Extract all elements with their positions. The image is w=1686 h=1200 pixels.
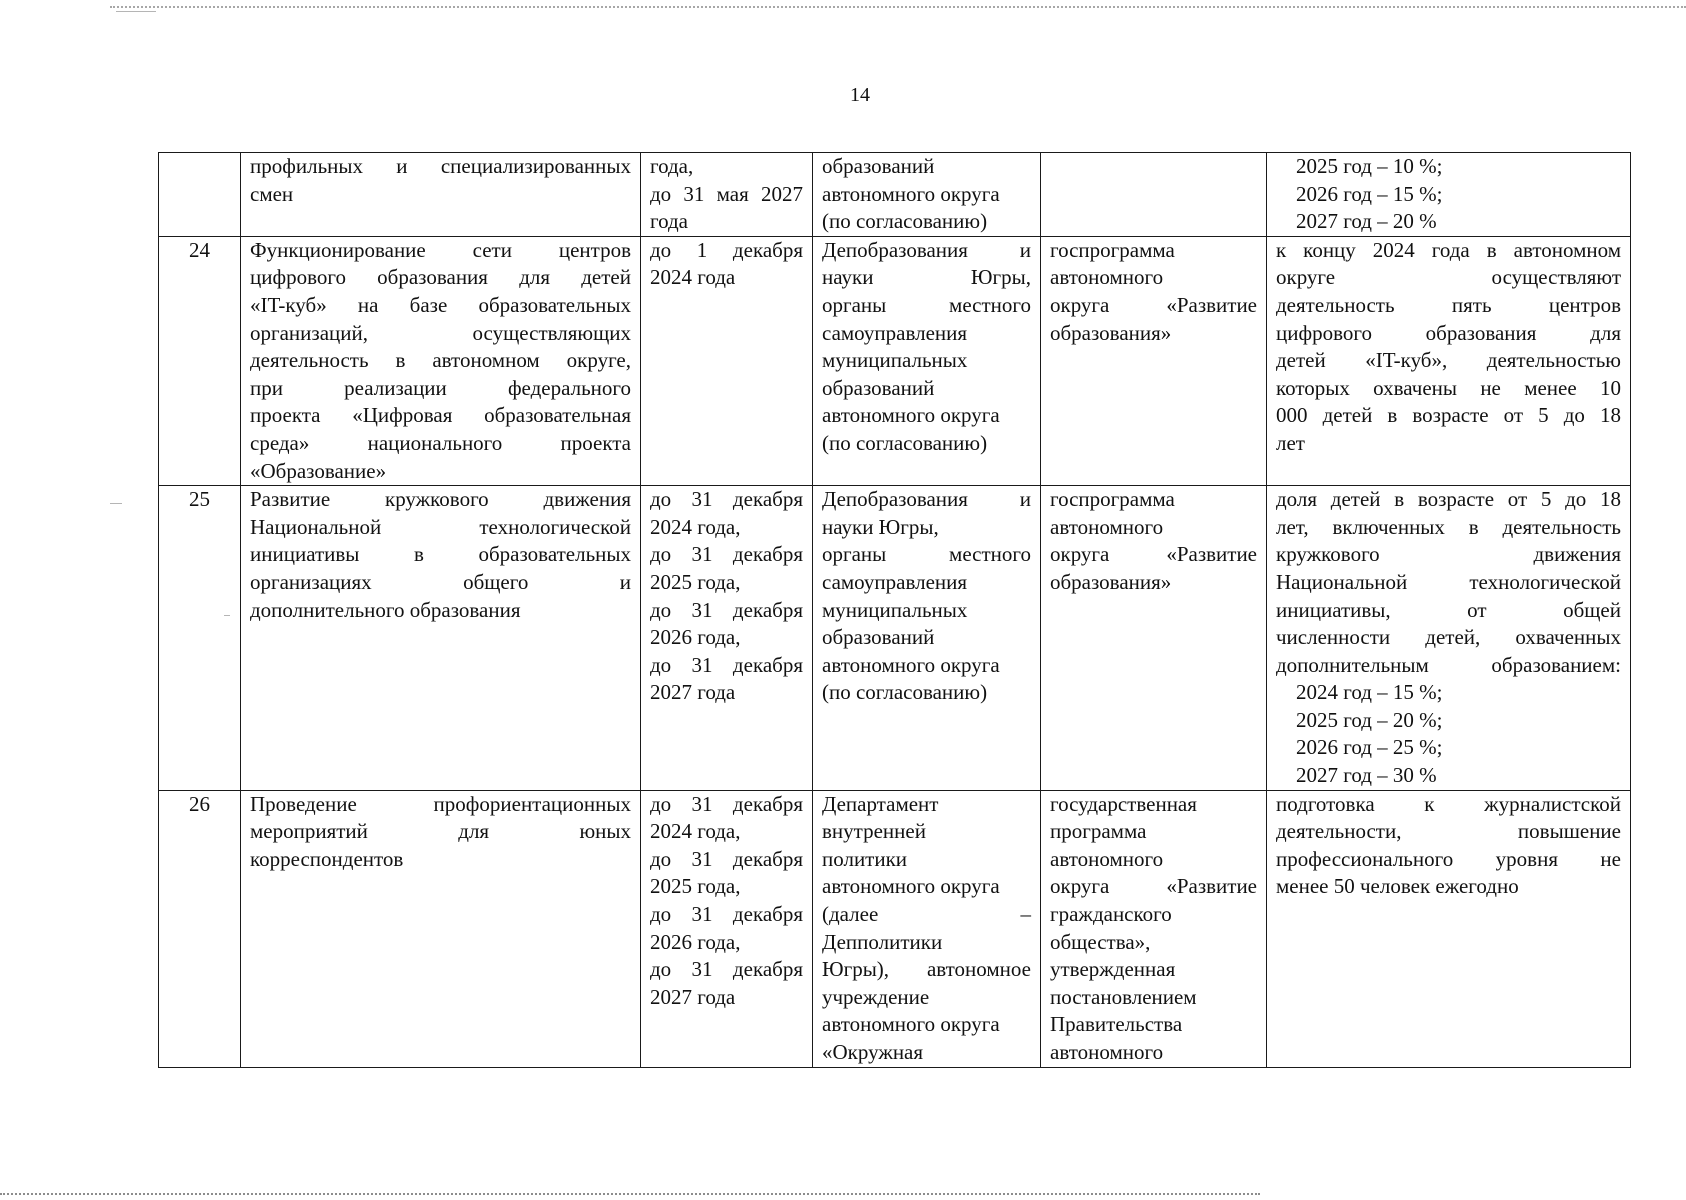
cell-line: округе осуществляют — [1276, 265, 1621, 290]
cell-line: 000 детей в возрасте от 5 до 18 — [1276, 403, 1621, 428]
result-cell — [1267, 790, 1631, 1067]
cell-line: 2027 год – 30 % — [1296, 763, 1437, 788]
cell-line: округа «Развитие — [1050, 292, 1257, 317]
table-row — [159, 153, 1631, 237]
scan-artifact-bottom — [0, 1193, 1260, 1195]
cell-line: Правительства — [1050, 1012, 1183, 1037]
cell-line: до 31 декабря — [650, 791, 803, 816]
cell-line: автономного округа — [822, 652, 1000, 677]
cell-line: профильных и специализированных — [250, 154, 631, 178]
result-cell — [1267, 153, 1631, 237]
cell-line: муниципальных — [822, 597, 968, 622]
cell-line: госпрограмма — [1050, 237, 1175, 262]
cell-line: муниципальных — [822, 348, 968, 373]
cell-line: «Окружная — [822, 1040, 924, 1064]
source-cell — [1041, 486, 1267, 791]
cell-line: 2026 года, — [650, 625, 741, 650]
scan-artifact-top — [110, 6, 1686, 8]
cell-line: к концу 2024 года в автономном — [1276, 237, 1621, 262]
cell-line: организациях общего и — [250, 569, 631, 594]
cell-line: деятельности, повышение — [1276, 819, 1621, 844]
cell-line: инициативы в образовательных — [250, 542, 631, 567]
cell-line: деятельность пять центров — [1276, 292, 1621, 317]
cell-line: органы местного — [822, 292, 1031, 317]
cell-line: (по согласованию) — [822, 680, 988, 705]
responsible-cell — [813, 486, 1041, 791]
cell-line: «Образование» — [250, 458, 387, 483]
cell-line: общества», — [1050, 929, 1151, 954]
cell-line: дополнительным образованием: — [1276, 652, 1621, 677]
cell-line: до 31 декабря — [650, 652, 803, 677]
cell-line: Югры), автономное — [822, 957, 1031, 982]
cell-line: проекта «Цифровая образовательная — [250, 403, 631, 428]
responsible-cell — [813, 790, 1041, 1067]
scan-speck — [116, 11, 156, 12]
row-number-cell: 26 — [159, 790, 241, 1067]
cell-line: (по согласованию) — [822, 209, 988, 234]
cell-line: до 31 декабря — [650, 542, 803, 567]
row-number-cell — [159, 153, 241, 237]
activity-cell — [241, 153, 641, 237]
cell-line: образований — [822, 625, 935, 650]
cell-line: (по согласованию) — [822, 430, 988, 455]
cell-line: численности детей, охваченных — [1276, 625, 1621, 650]
cell-line: самоуправления — [822, 320, 968, 345]
cell-line: до 31 декабря — [650, 597, 803, 622]
cell-line: цифрового образования для детей — [250, 265, 631, 290]
cell-line: цифрового образования для — [1276, 320, 1621, 345]
cell-line: 2027 года — [650, 680, 736, 705]
cell-line: детей «IT-куб», деятельностью — [1276, 348, 1621, 373]
cell-line: государственная — [1050, 791, 1197, 816]
deadline-cell — [641, 486, 813, 791]
cell-line: 2027 года — [650, 984, 736, 1009]
cell-line: органы местного — [822, 542, 1031, 567]
cell-line: 2025 год – 10 %; — [1296, 154, 1443, 178]
source-cell — [1041, 790, 1267, 1067]
cell-line: Национальной технологической — [250, 514, 631, 539]
cell-line: 2026 год – 15 %; — [1296, 181, 1443, 206]
cell-line: 2024 год – 15 %; — [1296, 680, 1443, 705]
cell-line: Депобразования и — [822, 487, 1031, 512]
cell-line: менее 50 человек ежегодно — [1276, 874, 1519, 899]
cell-line: постановлением — [1050, 984, 1197, 1009]
deadline-cell — [641, 236, 813, 485]
cell-line: 2024 года, — [650, 819, 741, 844]
cell-line: кружкового движения — [1276, 542, 1621, 567]
cell-line: Национальной технологической — [1276, 569, 1621, 594]
deadline-cell — [641, 790, 813, 1067]
cell-line: автономного округа — [822, 181, 1000, 206]
row-number-cell: 24 — [159, 236, 241, 485]
cell-line: Депобразования и — [822, 237, 1031, 262]
cell-line: до 31 декабря — [650, 957, 803, 982]
cell-line: мероприятий для юных — [250, 819, 631, 844]
cell-line: инициативы, от общей — [1276, 597, 1621, 622]
result-cell — [1267, 236, 1631, 485]
cell-line: образования» — [1050, 569, 1172, 594]
cell-line: учреждение — [822, 984, 930, 1009]
cell-line: Развитие кружкового движения — [250, 487, 631, 512]
cell-line: 2024 года, — [650, 514, 741, 539]
cell-line: до 31 декабря — [650, 902, 803, 927]
responsible-cell — [813, 236, 1041, 485]
cell-line: смен — [250, 181, 294, 206]
cell-line: Проведение профориентационных — [250, 791, 631, 816]
cell-line: округа «Развитие — [1050, 874, 1257, 899]
cell-line: до 31 декабря — [650, 487, 803, 512]
cell-line: года, — [650, 154, 694, 178]
cell-line: «IT-куб» на базе образовательных — [250, 292, 631, 317]
cell-line: автономного — [1050, 514, 1164, 539]
plan-table — [158, 152, 1631, 1068]
cell-line: подготовка к журналистской — [1276, 791, 1621, 816]
cell-line: округа «Развитие — [1050, 542, 1257, 567]
cell-line: автономного округа — [822, 874, 1000, 899]
cell-line: Депполитики — [822, 929, 943, 954]
table-row — [159, 486, 1631, 791]
page-number: 14 — [850, 84, 870, 106]
cell-line: науки Югры, — [822, 265, 1031, 290]
result-cell — [1267, 486, 1631, 791]
cell-line: корреспондентов — [250, 846, 404, 871]
cell-line: при реализации федерального — [250, 375, 631, 400]
cell-line: 2025 год – 20 %; — [1296, 707, 1443, 732]
source-cell — [1041, 153, 1267, 237]
table-row — [159, 236, 1631, 485]
cell-line: доля детей в возрасте от 5 до 18 — [1276, 487, 1621, 512]
responsible-cell — [813, 153, 1041, 237]
scan-speck — [110, 503, 122, 504]
cell-line: образований — [822, 375, 935, 400]
cell-line: 2027 год – 20 % — [1296, 209, 1437, 234]
cell-line: среда» национального проекта — [250, 430, 631, 455]
cell-line: программа — [1050, 819, 1147, 844]
cell-line: до 31 декабря — [650, 846, 803, 871]
cell-line: самоуправления — [822, 569, 968, 594]
cell-line: 2025 года, — [650, 874, 741, 899]
cell-line: образований — [822, 154, 935, 178]
activity-cell — [241, 790, 641, 1067]
table-row — [159, 790, 1631, 1067]
cell-line: утвержденная — [1050, 957, 1176, 982]
cell-line: профессионального уровня не — [1276, 846, 1621, 871]
cell-line: автономного округа — [822, 1012, 1000, 1037]
cell-line: Департамент — [822, 791, 939, 816]
cell-line: образования» — [1050, 320, 1172, 345]
cell-line: внутренней — [822, 819, 926, 844]
deadline-cell — [641, 153, 813, 237]
cell-line: 2026 года, — [650, 929, 741, 954]
cell-line: автономного — [1050, 265, 1164, 290]
activity-cell — [241, 486, 641, 791]
cell-line: дополнительного образования — [250, 597, 521, 622]
cell-line: 2025 года, — [650, 569, 741, 594]
activity-cell — [241, 236, 641, 485]
cell-line: 2026 год – 25 %; — [1296, 735, 1443, 760]
cell-line: Функционирование сети центров — [250, 237, 631, 262]
source-cell — [1041, 236, 1267, 485]
cell-line: до 31 мая 2027 — [650, 181, 803, 206]
cell-line: деятельность в автономном округе, — [250, 348, 631, 373]
cell-line: лет, включенных в деятельность — [1276, 514, 1621, 539]
cell-line: автономного округа — [822, 403, 1000, 428]
cell-line: года — [650, 209, 688, 234]
cell-line: политики — [822, 846, 908, 871]
cell-line: до 1 декабря — [650, 237, 803, 262]
cell-line: (далее – — [822, 902, 1031, 927]
cell-line: автономного — [1050, 1040, 1164, 1064]
cell-line: науки Югры, — [822, 514, 939, 539]
cell-line: организаций, осуществляющих — [250, 320, 631, 345]
cell-line: гражданского — [1050, 902, 1172, 927]
cell-line: которых охвачены не менее 10 — [1276, 375, 1621, 400]
row-number-cell: 25 — [159, 486, 241, 791]
cell-line: 2024 года — [650, 265, 736, 290]
cell-line: автономного — [1050, 846, 1164, 871]
cell-line: лет — [1276, 430, 1305, 455]
cell-line: госпрограмма — [1050, 487, 1175, 512]
